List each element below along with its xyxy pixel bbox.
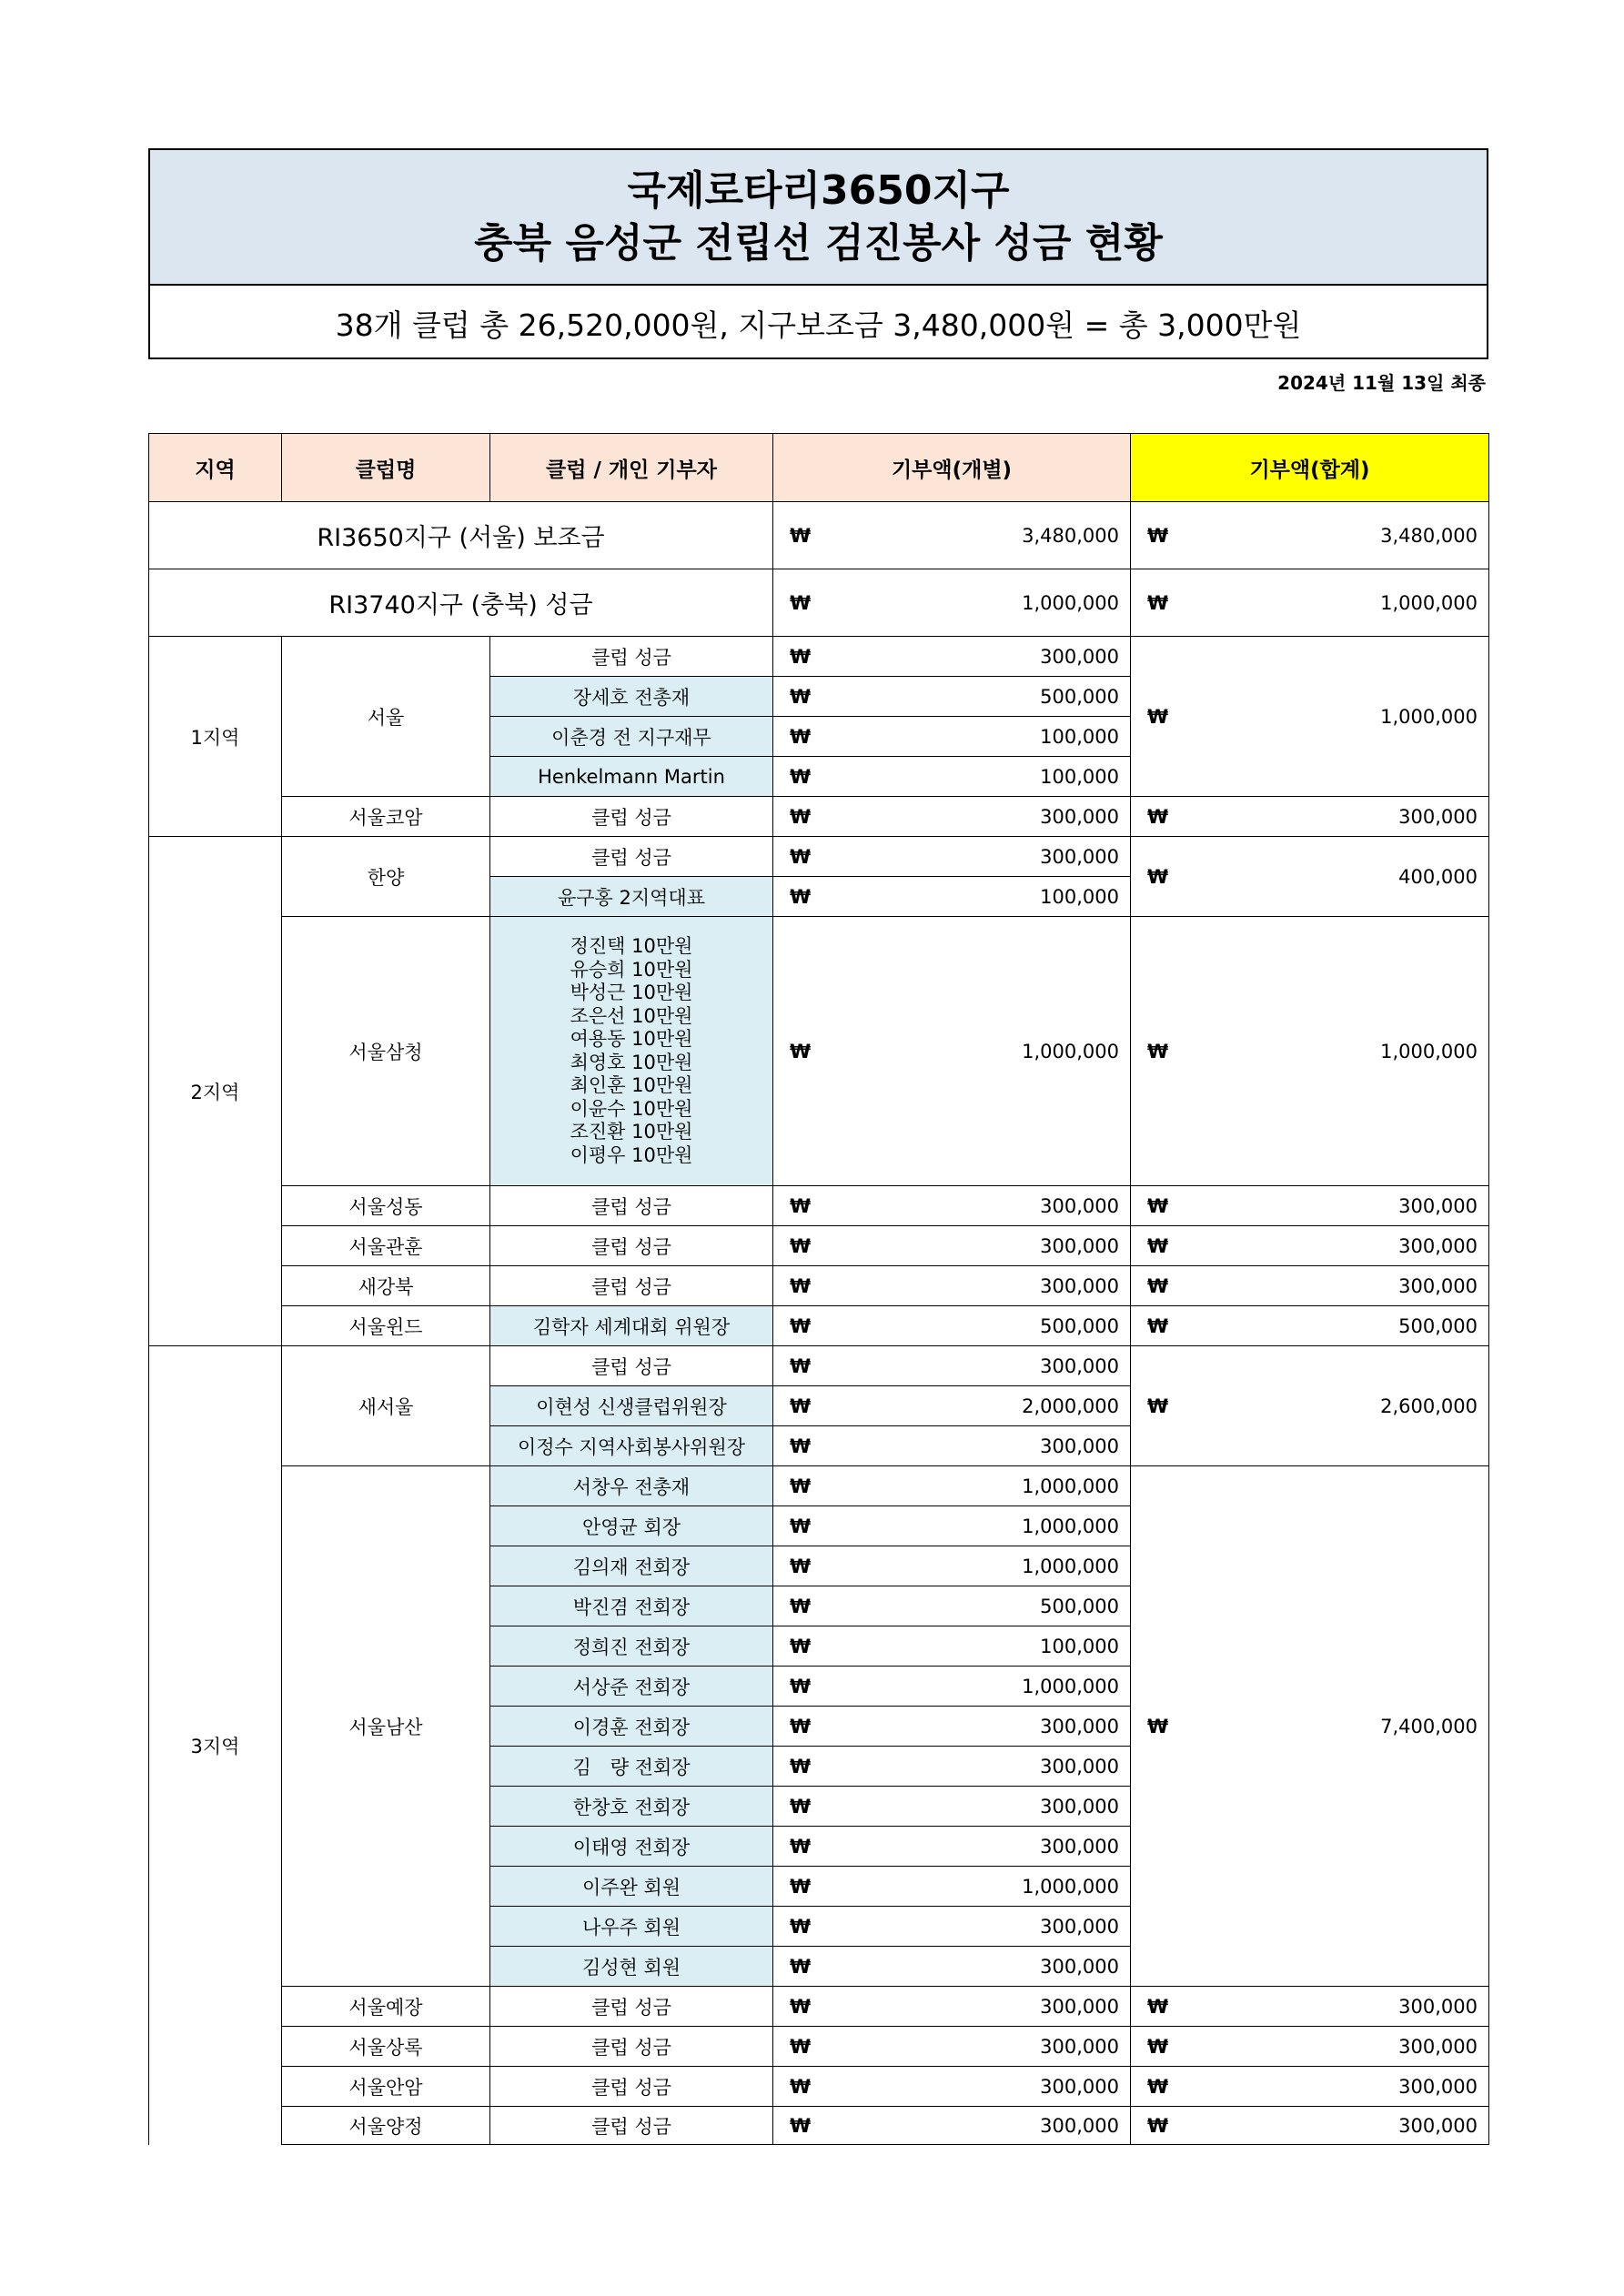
donor-cell: 윤구홍 2지역대표 [490,877,773,917]
amount-cell [773,1596,1130,1617]
individual-amount [773,2107,1131,2145]
won-sign: ₩ [790,1274,812,1297]
amount-cell [773,1676,1130,1697]
individual-amount [773,1306,1131,1346]
amount-cell [1131,1315,1488,1337]
individual-amount [773,637,1131,677]
amount-cell [773,1756,1130,1777]
donor-cell: 이정수 지역사회봉사위원장 [490,1426,773,1466]
won-sign: ₩ [1147,2114,1169,2137]
amount-cell [773,1716,1130,1737]
won-sign: ₩ [790,1755,812,1777]
amount-cell [1131,866,1488,888]
amount-value: 300,000 [1398,1234,1478,1257]
club-name-cell: 서울윈드 [282,1306,490,1346]
table-row [149,1226,1489,1266]
table-row [149,1346,1489,1386]
individual-amount [773,1867,1131,1907]
total-amount [1131,1466,1489,1987]
total-amount [1131,837,1489,917]
column-header-individual: 기부액(개별) [773,434,1131,502]
amount-cell [773,1956,1130,1978]
donor-cell: 클럽 성금 [490,1266,773,1306]
won-sign: ₩ [790,1595,812,1617]
total-amount [1131,2107,1489,2145]
club-name-cell: 서울성동 [282,1186,490,1226]
individual-amount [773,1506,1131,1546]
amount-value: 300,000 [1040,1955,1119,1978]
individual-amount [773,2067,1131,2107]
donation-table [148,433,1489,2145]
won-sign: ₩ [1147,1395,1169,1417]
won-sign: ₩ [1147,1274,1169,1297]
individual-amount [773,1586,1131,1626]
amount-cell [773,1041,1130,1062]
donor-cell: 김학자 세계대회 위원장 [490,1306,773,1346]
total-amount [1131,1186,1489,1226]
table-row [149,797,1489,837]
won-sign: ₩ [790,1795,812,1818]
won-sign: ₩ [790,1715,812,1737]
amount-cell [773,2115,1130,2137]
individual-amount [773,797,1131,837]
won-sign: ₩ [790,1675,812,1697]
donor-cell: 박진겸 전회장 [490,1586,773,1626]
amount-cell [773,592,1130,614]
special-row-label: RI3650지구 (서울) 보조금 [149,502,773,569]
individual-amount [773,1346,1131,1386]
amount-value: 1,000,000 [1022,591,1119,614]
won-sign: ₩ [790,1555,812,1577]
amount-value: 1,000,000 [1022,1515,1119,1537]
amount-cell [1131,806,1488,828]
amount-value: 100,000 [1040,885,1119,908]
club-name-cell: 서울 [282,637,490,797]
amount-cell [773,1916,1130,1938]
amount-cell [773,2076,1130,2098]
amount-value: 1,000,000 [1022,1675,1119,1697]
document-header [148,148,1488,359]
column-header-region: 지역 [149,434,282,502]
won-sign: ₩ [790,1475,812,1497]
individual-amount [773,1626,1131,1667]
table-row [149,1186,1489,1226]
club-name-cell: 서울삼청 [282,917,490,1186]
total-amount [1131,502,1489,569]
amount-value: 3,480,000 [1022,524,1119,547]
amount-value: 7,400,000 [1380,1715,1478,1737]
amount-cell [1131,1996,1488,2018]
won-sign: ₩ [1147,1715,1169,1737]
table-header-row [149,434,1489,502]
won-sign: ₩ [790,2114,812,2137]
won-sign: ₩ [790,1635,812,1657]
amount-cell [773,1556,1130,1577]
individual-amount [773,1947,1131,1987]
amount-value: 300,000 [1398,805,1478,828]
amount-value: 1,000,000 [1380,705,1478,728]
individual-amount [773,1787,1131,1827]
won-sign: ₩ [1147,1314,1169,1337]
won-sign: ₩ [790,685,812,708]
amount-cell [773,1516,1130,1537]
total-amount [1131,1346,1489,1466]
total-amount [1131,637,1489,797]
amount-cell [1131,1195,1488,1217]
amount-cell [773,686,1130,708]
amount-value: 2,600,000 [1380,1395,1478,1417]
donor-cell: 김성현 회원 [490,1947,773,1987]
donor-cell: 김의재 전회장 [490,1546,773,1586]
individual-amount [773,1707,1131,1747]
individual-amount [773,1266,1131,1306]
amount-value: 300,000 [1398,1274,1478,1297]
amount-cell [773,1636,1130,1657]
donor-cell: 클럽 성금 [490,2027,773,2067]
amount-cell [773,1435,1130,1457]
amount-cell [773,1876,1130,1898]
won-sign: ₩ [1147,524,1169,547]
won-sign: ₩ [1147,1040,1169,1062]
amount-value: 500,000 [1040,1314,1119,1337]
amount-cell [773,726,1130,748]
amount-value: 300,000 [1398,1194,1478,1217]
amount-value: 3,480,000 [1380,524,1478,547]
amount-cell [773,1395,1130,1417]
club-name-cell: 서울양정 [282,2107,490,2145]
amount-value: 300,000 [1040,1835,1119,1858]
won-sign: ₩ [790,2075,812,2098]
amount-cell [1131,2115,1488,2137]
amount-cell [773,1235,1130,1257]
donor-cell: Henkelmann Martin [490,757,773,797]
amount-cell [773,1796,1130,1818]
amount-value: 300,000 [1040,2114,1119,2137]
amount-value: 100,000 [1040,1635,1119,1657]
amount-cell [773,806,1130,828]
title-line-1: 국제로타리3650지구 [627,166,1010,214]
donor-cell: 서상준 전회장 [490,1667,773,1707]
amount-cell [1131,2036,1488,2058]
donor-cell: 클럽 성금 [490,2067,773,2107]
column-header-donor: 클럽 / 개인 기부자 [490,434,773,502]
amount-value: 100,000 [1040,765,1119,788]
table-row [149,637,1489,677]
individual-amount [773,1466,1131,1506]
club-name-cell: 서울남산 [282,1466,490,1987]
column-header-club: 클럽명 [282,434,490,502]
individual-amount [773,677,1131,717]
won-sign: ₩ [1147,1234,1169,1257]
table-row [149,2027,1489,2067]
donor-cell: 클럽 성금 [490,2107,773,2145]
amount-value: 1,000,000 [1380,591,1478,614]
amount-value: 300,000 [1040,805,1119,828]
total-amount [1131,1226,1489,1266]
amount-value: 300,000 [1040,1234,1119,1257]
amount-value: 300,000 [1040,645,1119,668]
amount-cell [773,886,1130,908]
club-name-cell: 새서울 [282,1346,490,1466]
total-amount [1131,1306,1489,1346]
amount-cell [1131,1716,1488,1737]
table-row [149,837,1489,877]
won-sign: ₩ [790,765,812,788]
won-sign: ₩ [790,1875,812,1898]
donor-cell: 정진택 10만원 유승희 10만원 박성근 10만원 조은선 10만원 여용동 10만원 최영호 10만원 최인훈 10만원 이윤수 10만원 조진환 10만원 이평우 10만원 [490,917,773,1186]
table-row [149,1987,1489,2027]
total-amount [1131,1266,1489,1306]
won-sign: ₩ [790,1234,812,1257]
amount-cell [773,525,1130,547]
amount-cell [773,1355,1130,1377]
special-row [149,569,1489,637]
special-row [149,502,1489,569]
table-row [149,1266,1489,1306]
won-sign: ₩ [1147,2075,1169,2098]
amount-value: 1,000,000 [1022,1875,1119,1898]
individual-amount [773,917,1131,1186]
amount-cell [1131,525,1488,547]
won-sign: ₩ [790,1040,812,1062]
donor-cell: 클럽 성금 [490,637,773,677]
table-row [149,1306,1489,1346]
individual-amount [773,2027,1131,2067]
individual-amount [773,1226,1131,1266]
won-sign: ₩ [790,885,812,908]
club-name-cell: 서울예장 [282,1987,490,2027]
won-sign: ₩ [790,524,812,547]
individual-amount [773,502,1131,569]
amount-value: 300,000 [1040,1194,1119,1217]
won-sign: ₩ [790,1955,812,1978]
donor-cell: 클럽 성금 [490,837,773,877]
won-sign: ₩ [790,1915,812,1938]
region-cell: 3지역 [149,1346,282,2145]
won-sign: ₩ [790,645,812,668]
won-sign: ₩ [790,805,812,828]
donor-cell: 서창우 전총재 [490,1466,773,1506]
individual-amount [773,717,1131,757]
total-amount [1131,569,1489,637]
won-sign: ₩ [1147,591,1169,614]
club-name-cell: 한양 [282,837,490,917]
donor-cell: 클럽 성금 [490,1987,773,2027]
club-name-cell: 새강북 [282,1266,490,1306]
individual-amount [773,569,1131,637]
amount-value: 400,000 [1398,865,1478,888]
won-sign: ₩ [790,1395,812,1417]
special-row-label: RI3740지구 (충북) 성금 [149,569,773,637]
amount-cell [773,2036,1130,2058]
amount-cell [1131,1041,1488,1062]
individual-amount [773,837,1131,877]
amount-cell [773,846,1130,868]
individual-amount [773,1667,1131,1707]
amount-value: 100,000 [1040,725,1119,748]
club-name-cell: 서울관훈 [282,1226,490,1266]
amount-cell [1131,2076,1488,2098]
amount-cell [773,1275,1130,1297]
amount-cell [1131,592,1488,614]
amount-value: 300,000 [1040,1274,1119,1297]
amount-cell [773,1836,1130,1858]
amount-value: 1,000,000 [1380,1040,1478,1062]
table-row [149,1466,1489,1506]
total-amount [1131,797,1489,837]
won-sign: ₩ [1147,2035,1169,2058]
individual-amount [773,877,1131,917]
amount-value: 1,000,000 [1022,1040,1119,1062]
won-sign: ₩ [790,1835,812,1858]
amount-value: 300,000 [1040,1915,1119,1938]
region-cell: 2지역 [149,837,282,1346]
won-sign: ₩ [790,1314,812,1337]
donor-cell: 김 량 전회장 [490,1747,773,1787]
amount-cell [773,1315,1130,1337]
won-sign: ₩ [1147,805,1169,828]
amount-cell [773,1996,1130,2018]
individual-amount [773,1186,1131,1226]
won-sign: ₩ [790,2035,812,2058]
donor-cell: 클럽 성금 [490,1226,773,1266]
amount-value: 500,000 [1040,685,1119,708]
amount-cell [773,766,1130,788]
region-cell: 1지역 [149,637,282,837]
donor-cell: 한창호 전회장 [490,1787,773,1827]
won-sign: ₩ [1147,865,1169,888]
amount-value: 1,000,000 [1022,1555,1119,1577]
won-sign: ₩ [790,591,812,614]
amount-value: 300,000 [1040,1995,1119,2018]
donor-cell: 클럽 성금 [490,1186,773,1226]
amount-value: 500,000 [1398,1314,1478,1337]
total-amount [1131,2067,1489,2107]
donor-cell: 클럽 성금 [490,1346,773,1386]
total-amount [1131,2027,1489,2067]
amount-value: 300,000 [1040,2035,1119,2058]
table-row [149,917,1489,1186]
table-row [149,2107,1489,2145]
amount-value: 300,000 [1040,1795,1119,1818]
column-header-total: 기부액(합계) [1131,434,1489,502]
amount-value: 300,000 [1040,1435,1119,1457]
total-amount [1131,1987,1489,2027]
amount-value: 1,000,000 [1022,1475,1119,1497]
won-sign: ₩ [790,1515,812,1537]
individual-amount [773,1827,1131,1867]
won-sign: ₩ [1147,1995,1169,2018]
amount-value: 300,000 [1398,2075,1478,2098]
individual-amount [773,1546,1131,1586]
donor-cell: 나우주 회원 [490,1907,773,1947]
donor-cell: 이태영 전회장 [490,1827,773,1867]
amount-value: 2,000,000 [1022,1395,1119,1417]
individual-amount [773,1907,1131,1947]
donor-cell: 이경훈 전회장 [490,1707,773,1747]
amount-value: 300,000 [1398,2035,1478,2058]
table-row [149,2067,1489,2107]
amount-cell [1131,706,1488,728]
won-sign: ₩ [790,1435,812,1457]
total-amount [1131,917,1489,1186]
won-sign: ₩ [1147,705,1169,728]
summary-line: 38개 클럽 총 26,520,000원, 지구보조금 3,480,000원 = 총 3,000만원 [335,307,1302,343]
amount-cell [1131,1395,1488,1417]
won-sign: ₩ [1147,1194,1169,1217]
individual-amount [773,757,1131,797]
donor-cell: 이춘경 전 지구재무 [490,717,773,757]
update-note: 2024년 11월 13일 최종 [1277,372,1486,394]
donor-cell: 이주완 회원 [490,1867,773,1907]
title-line-2: 충북 음성군 전립선 검진봉사 성금 현황 [474,219,1163,267]
amount-cell [773,646,1130,668]
amount-value: 300,000 [1040,2075,1119,2098]
won-sign: ₩ [790,845,812,868]
club-name-cell: 서울안암 [282,2067,490,2107]
amount-value: 300,000 [1040,1354,1119,1377]
individual-amount [773,1386,1131,1426]
club-name-cell: 서울상록 [282,2027,490,2067]
amount-value: 300,000 [1040,1715,1119,1737]
amount-value: 300,000 [1040,1755,1119,1777]
won-sign: ₩ [790,1354,812,1377]
amount-cell [1131,1275,1488,1297]
won-sign: ₩ [790,1995,812,2018]
donor-cell: 안영균 회장 [490,1506,773,1546]
amount-cell [773,1195,1130,1217]
amount-value: 300,000 [1398,2114,1478,2137]
amount-value: 300,000 [1040,845,1119,868]
amount-cell [773,1475,1130,1497]
donor-cell: 정희진 전회장 [490,1626,773,1667]
individual-amount [773,1426,1131,1466]
amount-value: 300,000 [1398,1995,1478,2018]
title-area [150,150,1487,286]
individual-amount [773,1747,1131,1787]
amount-cell [1131,1235,1488,1257]
club-name-cell: 서울코암 [282,797,490,837]
donor-cell: 장세호 전총재 [490,677,773,717]
amount-value: 500,000 [1040,1595,1119,1617]
donor-cell: 클럽 성금 [490,797,773,837]
individual-amount [773,1987,1131,2027]
donor-cell: 이현성 신생클럽위원장 [490,1386,773,1426]
won-sign: ₩ [790,725,812,748]
won-sign: ₩ [790,1194,812,1217]
